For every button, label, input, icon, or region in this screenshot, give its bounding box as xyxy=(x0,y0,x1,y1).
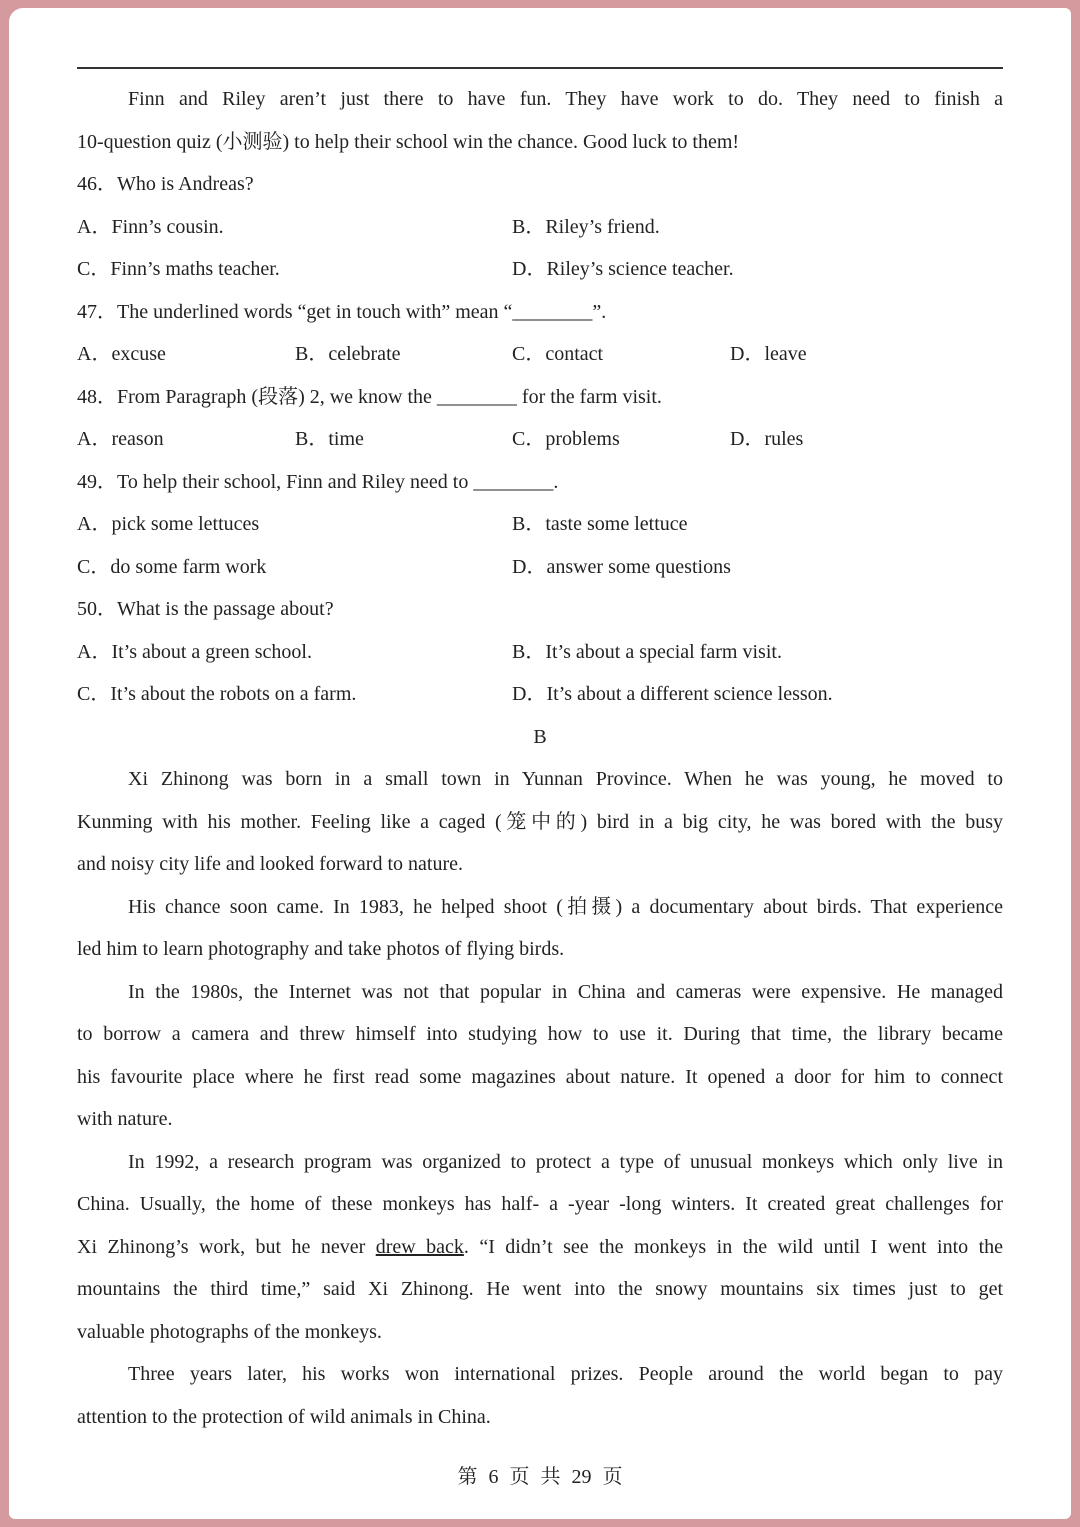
passage-line xyxy=(77,1226,1003,1269)
option: A．reason xyxy=(77,428,164,450)
section-heading: B xyxy=(533,725,547,748)
option: D．answer some questions xyxy=(512,555,731,578)
passage-line: his favourite place where he first read some magazines about nature. It opened a door for him to connect xyxy=(77,1065,1003,1088)
options-row xyxy=(77,248,1003,291)
question-49: 49．To help their school, Finn and Riley need to ________. xyxy=(77,470,559,493)
options-row xyxy=(77,206,1003,249)
options-row xyxy=(77,503,1003,546)
options-row xyxy=(77,418,1003,461)
option: C．Finn’s maths teacher. xyxy=(77,258,280,280)
passage-line: attention to the protection of wild animals in China. xyxy=(77,1405,491,1428)
passage-line: led him to learn photography and take photos of flying birds. xyxy=(77,938,565,960)
option: C．contact xyxy=(512,343,604,365)
option: D．Riley’s science teacher. xyxy=(512,258,734,280)
option: C．do some farm work xyxy=(77,555,267,578)
document-body xyxy=(77,78,1003,1438)
text: . “I didn’t see the monkeys in the wild until I went into the xyxy=(463,1235,1003,1258)
page-number: 第 6 页 共 29 页 xyxy=(457,1466,623,1488)
passage-line: In 1992, a research program was organized to protect a type of unusual monkeys which only live in xyxy=(128,1150,1003,1173)
question-48: 48．From Paragraph (段落) 2, we know the ________ for the farm visit. xyxy=(77,385,662,408)
option: C．problems xyxy=(512,428,620,450)
question-47: 47．The underlined words “get in touch with” mean “________”. xyxy=(77,300,607,323)
option: B．time xyxy=(295,428,364,450)
passage-line: valuable photographs of the monkeys. xyxy=(77,1320,382,1343)
underlined-phrase: drew back xyxy=(375,1235,464,1258)
option: C．It’s about the robots on a farm. xyxy=(77,683,357,705)
option: B．Riley’s friend. xyxy=(512,215,660,238)
passage-line: In the 1980s, the Internet was not that popular in China and cameras were expensive. He managed xyxy=(128,980,1003,1003)
option: A．Finn’s cousin. xyxy=(77,215,224,238)
passage-line: mountains the third time,” said Xi Zhinong. He went into the snowy mountains six times just to get xyxy=(77,1278,1003,1300)
options-row xyxy=(77,631,1003,674)
option: D．It’s about a different science lesson. xyxy=(512,683,833,705)
intro-line: 10-question quiz (小测验) to help their school win the chance. Good luck to them! xyxy=(77,130,740,153)
question-46: 46．Who is Andreas? xyxy=(77,173,254,195)
header-rule xyxy=(77,67,1003,69)
passage-line: Xi Zhinong was born in a small town in Yunnan Province. When he was young, he moved to xyxy=(128,768,1003,790)
option: A．It’s about a green school. xyxy=(77,640,312,663)
option: B．It’s about a special farm visit. xyxy=(512,640,782,663)
intro-line: Finn and Riley aren’t just there to have fun. They have work to do. They need to finish a xyxy=(128,88,1003,110)
question-50: 50．What is the passage about? xyxy=(77,598,334,620)
options-row xyxy=(77,333,1003,376)
passage-line: China. Usually, the home of these monkeys has half- a -year -long winters. It created great challenges for xyxy=(77,1193,1003,1215)
option: B．taste some lettuce xyxy=(512,513,688,535)
passage-line: His chance soon came. In 1983, he helped shoot (拍摄) a documentary about birds. That experience xyxy=(128,895,1003,918)
options-row xyxy=(77,673,1003,716)
option: A．excuse xyxy=(77,343,166,365)
options-row xyxy=(77,546,1003,589)
option: D．leave xyxy=(730,343,807,365)
passage-line: and noisy city life and looked forward to nature. xyxy=(77,853,463,875)
passage-line: to borrow a camera and threw himself into studying how to use it. During that time, the library became xyxy=(77,1023,1003,1045)
option: A．pick some lettuces xyxy=(77,513,260,535)
passage-line: with nature. xyxy=(77,1108,173,1130)
passage-line: Three years later, his works won international prizes. People around the world began to pay xyxy=(128,1363,1003,1385)
option: D．rules xyxy=(730,428,804,450)
text: Xi Zhinong’s work, but he never xyxy=(77,1235,376,1258)
option: B．celebrate xyxy=(295,343,401,365)
passage-line: Kunming with his mother. Feeling like a caged (笼中的) bird in a big city, he was bored with the busy xyxy=(77,810,1003,833)
